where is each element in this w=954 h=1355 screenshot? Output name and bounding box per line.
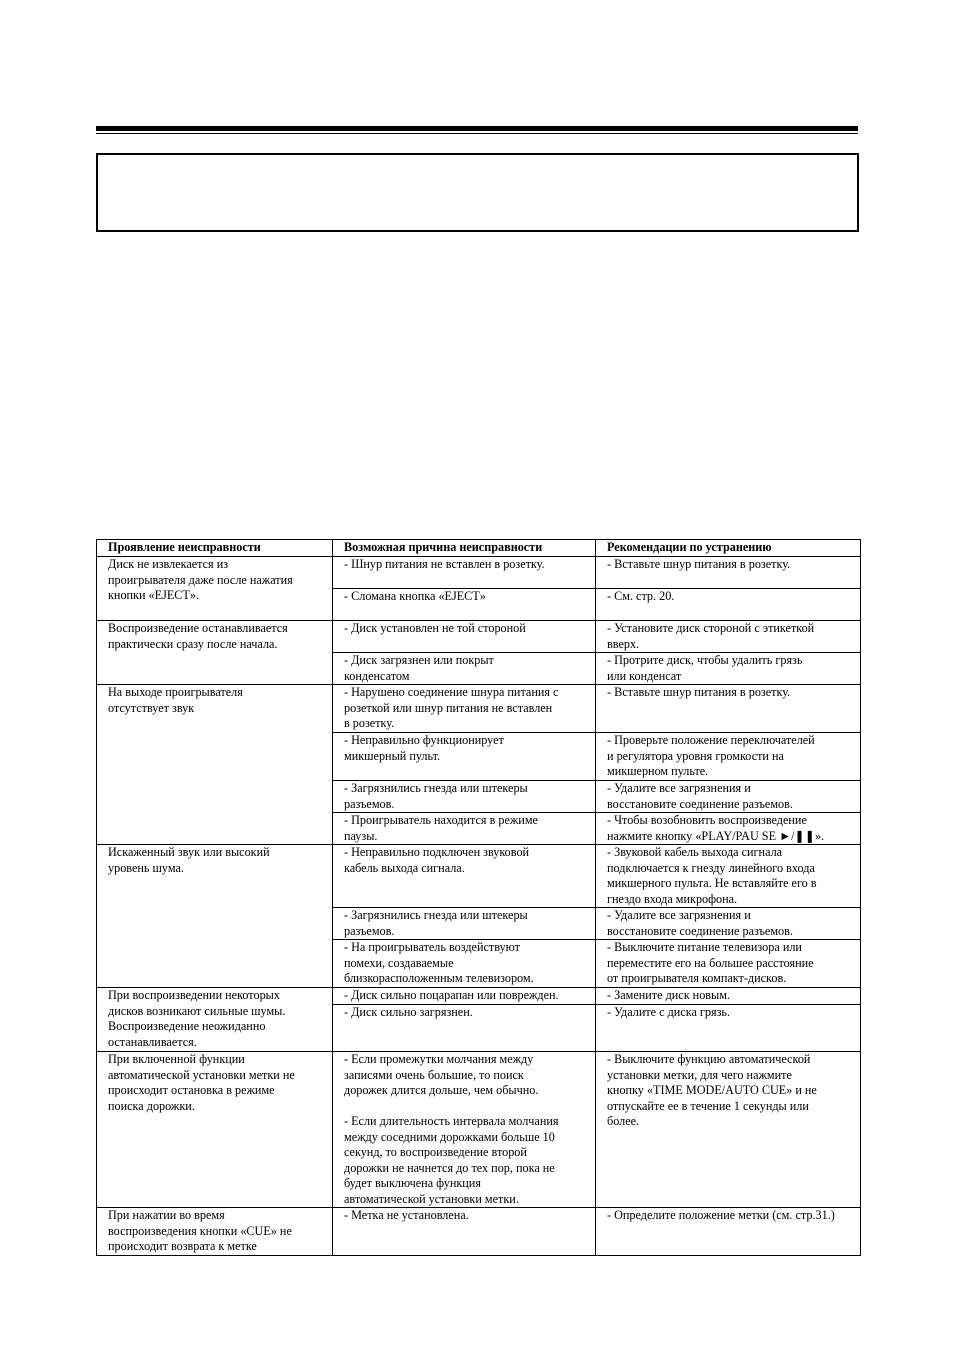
- symptom-text: При воспроизведении некоторых дисков возникают сильные шумы. Воспроизведение неожиданно останавливается.: [108, 988, 286, 1049]
- symptom-text: При включенной функции автоматической установки метки не происходит остановка в режиме поиска дорожки.: [108, 1052, 295, 1113]
- remedy-cell: [596, 589, 861, 621]
- cause-text: - Загрязнились гнезда или штекеры разъемов.: [344, 908, 528, 938]
- remedy-cell: [596, 733, 861, 781]
- table-row: [97, 1208, 861, 1256]
- symptom-text: На выходе проигрывателя отсутствует звук: [108, 685, 243, 715]
- cause-cell: [333, 733, 596, 781]
- remedy-text: - Определите положение метки (см. стр.31.): [607, 1208, 835, 1222]
- remedy-cell: [596, 908, 861, 940]
- cause-text: - Диск загрязнен или покрыт конденсатом: [344, 653, 494, 683]
- cause-text: - Диск сильно поцарапан или поврежден.: [344, 988, 559, 1002]
- symptom-cell: [97, 988, 333, 1052]
- remedy-text: - Протрите диск, чтобы удалить грязь или конденсат: [607, 653, 803, 683]
- cause-cell: [333, 653, 596, 685]
- symptom-cell: [97, 685, 333, 845]
- remedy-cell: [596, 685, 861, 733]
- table-row: [97, 988, 861, 1005]
- remedy-text: - Замените диск новым.: [607, 988, 730, 1002]
- table-row: [97, 621, 861, 653]
- remedy-text: - Вставьте шнур питания в розетку.: [607, 557, 791, 571]
- cause-text: - Нарушено соединение шнура питания с розеткой или шнур питания не вставлен в розетку.: [344, 685, 559, 730]
- cause-cell: [333, 940, 596, 988]
- cause-text: - Сломана кнопка «EJECT»: [344, 589, 486, 603]
- cause-text: - Неправильно функционирует микшерный пульт.: [344, 733, 504, 763]
- header-remedy: Рекомендации по устранению: [596, 540, 861, 557]
- cause-cell: [333, 1208, 596, 1256]
- table-row: [97, 685, 861, 733]
- remedy-text: - Проверьте положение переключателей и регулятора уровня громкости на микшерном пульте.: [607, 733, 815, 778]
- cause-text: - Шнур питания не вставлен в розетку.: [344, 557, 545, 571]
- cause-cell: [333, 1052, 596, 1208]
- symptom-cell: [97, 1208, 333, 1256]
- cause-cell: [333, 988, 596, 1005]
- remedy-cell: [596, 621, 861, 653]
- symptom-cell: [97, 557, 333, 621]
- cause-cell: [333, 557, 596, 589]
- remedy-text: - Удалите все загрязнения и восстановите соединение разъемов.: [607, 781, 793, 811]
- cause-cell: [333, 1005, 596, 1052]
- remedy-cell: [596, 557, 861, 589]
- cause-cell: [333, 813, 596, 845]
- cause-cell: [333, 908, 596, 940]
- remedy-cell: [596, 813, 861, 845]
- symptom-text: Воспроизведение останавливается практически сразу после начала.: [108, 621, 288, 651]
- header-cause: Возможная причина неисправности: [333, 540, 596, 557]
- remedy-cell: [596, 1208, 861, 1256]
- symptom-text: Диск не извлекается из проигрывателя даже после нажатия кнопки «EJECT».: [108, 557, 293, 602]
- symptom-text: Искаженный звук или высокий уровень шума.: [108, 845, 270, 875]
- remedy-text: - Удалите все загрязнения и восстановите соединение разъемов.: [607, 908, 793, 938]
- remedy-cell: [596, 940, 861, 988]
- remedy-text: - Установите диск стороной с этикеткой вверх.: [607, 621, 815, 651]
- table-header-row: [97, 540, 861, 557]
- section-title-box: [96, 153, 859, 232]
- cause-cell: [333, 589, 596, 621]
- cause-cell: [333, 621, 596, 653]
- table-row: [97, 1052, 861, 1208]
- cause-text: - Проигрыватель находится в режиме паузы.: [344, 813, 538, 843]
- table-row: [97, 557, 861, 589]
- header-rule-thick: [96, 126, 858, 131]
- cause-text: - Если промежутки молчания между записями очень большие, то поиск дорожек длится дольше, чем обычно. - Если длительность интервала молчания между соседними дорожками больше 10 секунд, то воспроизведение второй дорожки не начнется до тех пор, пока не будет выключена функция автоматической установки метки.: [344, 1052, 559, 1206]
- remedy-text: - Выключите функцию автоматической установки метки, для чего нажмите кнопку «TIME MODE/AUTO CUE» и не отпускайте ее в течение 1 секунды или более.: [607, 1052, 817, 1128]
- header-symptom: Проявление неисправности: [97, 540, 333, 557]
- cause-text: - Загрязнились гнезда или штекеры разъемов.: [344, 781, 528, 811]
- symptom-cell: [97, 621, 333, 685]
- cause-text: - Диск сильно загрязнен.: [344, 1005, 473, 1019]
- cause-text: - Неправильно подключен звуковой кабель выхода сигнала.: [344, 845, 530, 875]
- remedy-text: - Выключите питание телевизора или переместите его на большее расстояние от проигрывателя компакт-дисков.: [607, 940, 814, 985]
- header-rule-thin: [96, 133, 858, 134]
- remedy-cell: [596, 781, 861, 813]
- remedy-text: - См. стр. 20.: [607, 589, 675, 603]
- symptom-cell: [97, 1052, 333, 1208]
- cause-text: - Диск установлен не той стороной: [344, 621, 526, 635]
- remedy-text: - Вставьте шнур питания в розетку.: [607, 685, 791, 699]
- cause-cell: [333, 781, 596, 813]
- remedy-cell: [596, 653, 861, 685]
- remedy-text: - Звуковой кабель выхода сигнала подключается к гнезду линейного входа микшерного пульта. Не вставляйте его в гнездо входа микрофона.: [607, 845, 817, 906]
- symptom-cell: [97, 845, 333, 988]
- remedy-cell: [596, 1005, 861, 1052]
- remedy-cell: [596, 845, 861, 908]
- symptom-text: При нажатии во время воспроизведения кнопки «CUE» не происходит возврата к метке: [108, 1208, 292, 1253]
- troubleshooting-table: [96, 539, 861, 1256]
- cause-cell: [333, 845, 596, 908]
- remedy-text: - Чтобы возобновить воспроизведение нажмите кнопку «PLAY/PAU SE ►/❚❚».: [607, 813, 825, 843]
- remedy-text: - Удалите с диска грязь.: [607, 1005, 731, 1019]
- remedy-cell: [596, 988, 861, 1005]
- remedy-cell: [596, 1052, 861, 1208]
- cause-text: - Метка не установлена.: [344, 1208, 469, 1222]
- cause-text: - На проигрыватель воздействуют помехи, создаваемые близкорасположенным телевизором.: [344, 940, 534, 985]
- table-row: [97, 845, 861, 908]
- cause-cell: [333, 685, 596, 733]
